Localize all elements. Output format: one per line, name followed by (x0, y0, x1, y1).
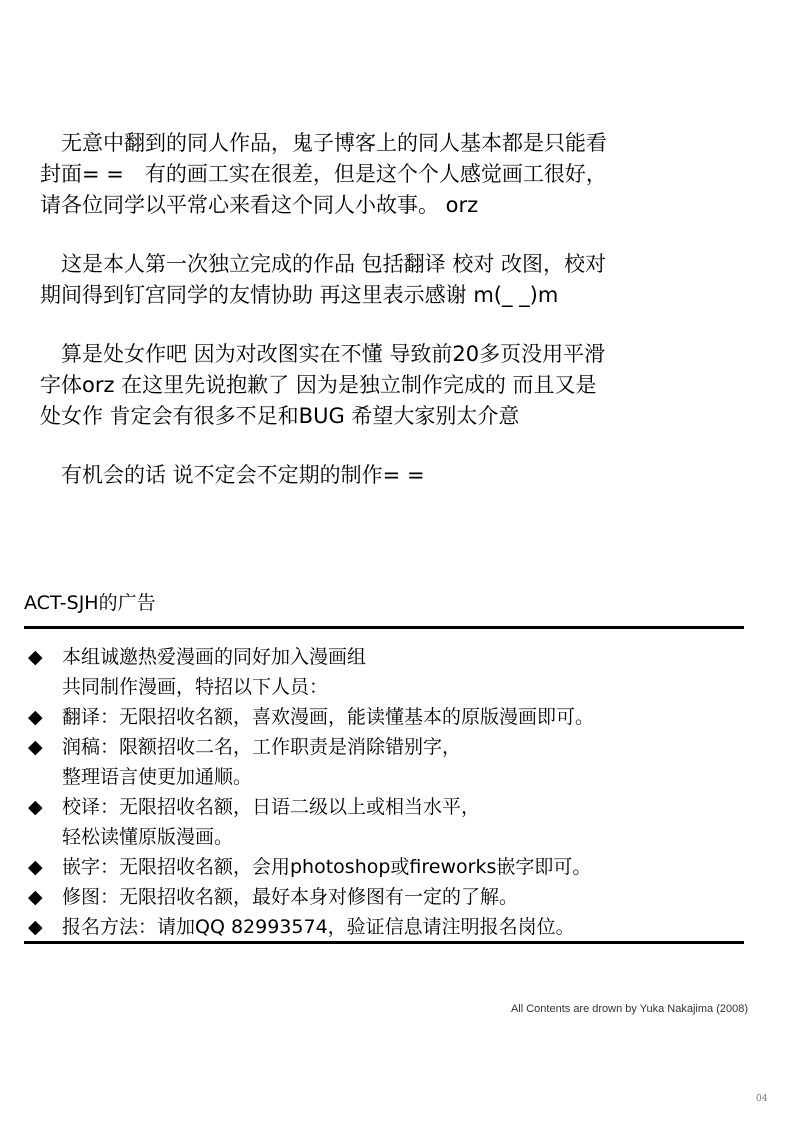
ad-line: 嵌字：无限招收名额，会用photoshop或fireworks嵌字即可。 (62, 856, 592, 878)
text-line: 请各位同学以平常心来看这个同人小故事。 orz (40, 193, 479, 217)
ad-line: 共同制作漫画，特招以下人员： (62, 676, 329, 698)
ad-line: 整理语言使更加通顺。 (62, 766, 253, 788)
diamond-bullet-icon: ◆ (28, 736, 43, 758)
diamond-bullet-icon: ◆ (28, 646, 43, 668)
diamond-bullet-icon: ◆ (28, 886, 43, 908)
text-line: 算是处女作吧 因为对改图实在不懂 导致前20多页没用平滑 (40, 342, 606, 366)
ad-line: 校译：无限招收名额，日语二级以上或相当水平， (62, 796, 481, 818)
ad-line: 本组诚邀热爱漫画的同好加入漫画组 (62, 646, 367, 668)
ad-line: 翻译：无限招收名额，喜欢漫画，能读懂基本的原版漫画即可。 (62, 706, 595, 728)
diamond-bullet-icon: ◆ (28, 916, 43, 938)
text-line: 有机会的话 说不定会不定期的制作= = (40, 463, 425, 487)
ad-list-item (28, 792, 744, 852)
ad-list-item (28, 642, 744, 702)
ad-line: 轻松读懂原版漫画。 (62, 826, 234, 848)
page-number: 04 (756, 1094, 768, 1104)
credit-line: All Contents are drown by Yuka Nakajima (2008) (510, 1003, 748, 1015)
ad-line: 报名方法：请加QQ 82993574，验证信息请注明报名岗位。 (62, 916, 575, 938)
diamond-bullet-icon: ◆ (28, 706, 43, 728)
divider (24, 626, 744, 629)
ad-line: 修图：无限招收名额，最好本身对修图有一定的了解。 (62, 886, 519, 908)
intro-paragraph (40, 128, 760, 221)
intro-paragraph (40, 460, 760, 491)
divider (24, 941, 744, 944)
text-line: 字体orz 在这里先说抱歉了 因为是独立制作完成的 而且又是 (40, 373, 597, 397)
text-line: 封面= = 有的画工实在很差，但是这个个人感觉画工很好， (40, 162, 607, 186)
text-line: 处女作 肯定会有很多不足和BUG 希望大家别太介意 (40, 404, 520, 428)
text-line: 期间得到钉宫同学的友情协助 再这里表示感谢 m(_ _)m (40, 283, 559, 307)
diamond-bullet-icon: ◆ (28, 796, 43, 818)
ad-list-item (28, 702, 744, 732)
ad-list-item (28, 882, 744, 912)
ad-title: ACT-SJH的广告 (24, 592, 156, 614)
intro-text (40, 128, 760, 519)
intro-paragraph (40, 249, 760, 311)
diamond-bullet-icon: ◆ (28, 856, 43, 878)
text-line: 无意中翻到的同人作品，鬼子博客上的同人基本都是只能看 (40, 131, 607, 155)
ad-line: 润稿：限额招收二名，工作职责是消除错别字， (62, 736, 462, 758)
intro-paragraph (40, 339, 760, 432)
text-line: 这是本人第一次独立完成的作品 包括翻译 校对 改图，校对 (40, 252, 607, 276)
ad-list-item (28, 852, 744, 882)
ad-list (28, 642, 744, 942)
ad-list-item (28, 732, 744, 792)
ad-list-item (28, 912, 744, 942)
